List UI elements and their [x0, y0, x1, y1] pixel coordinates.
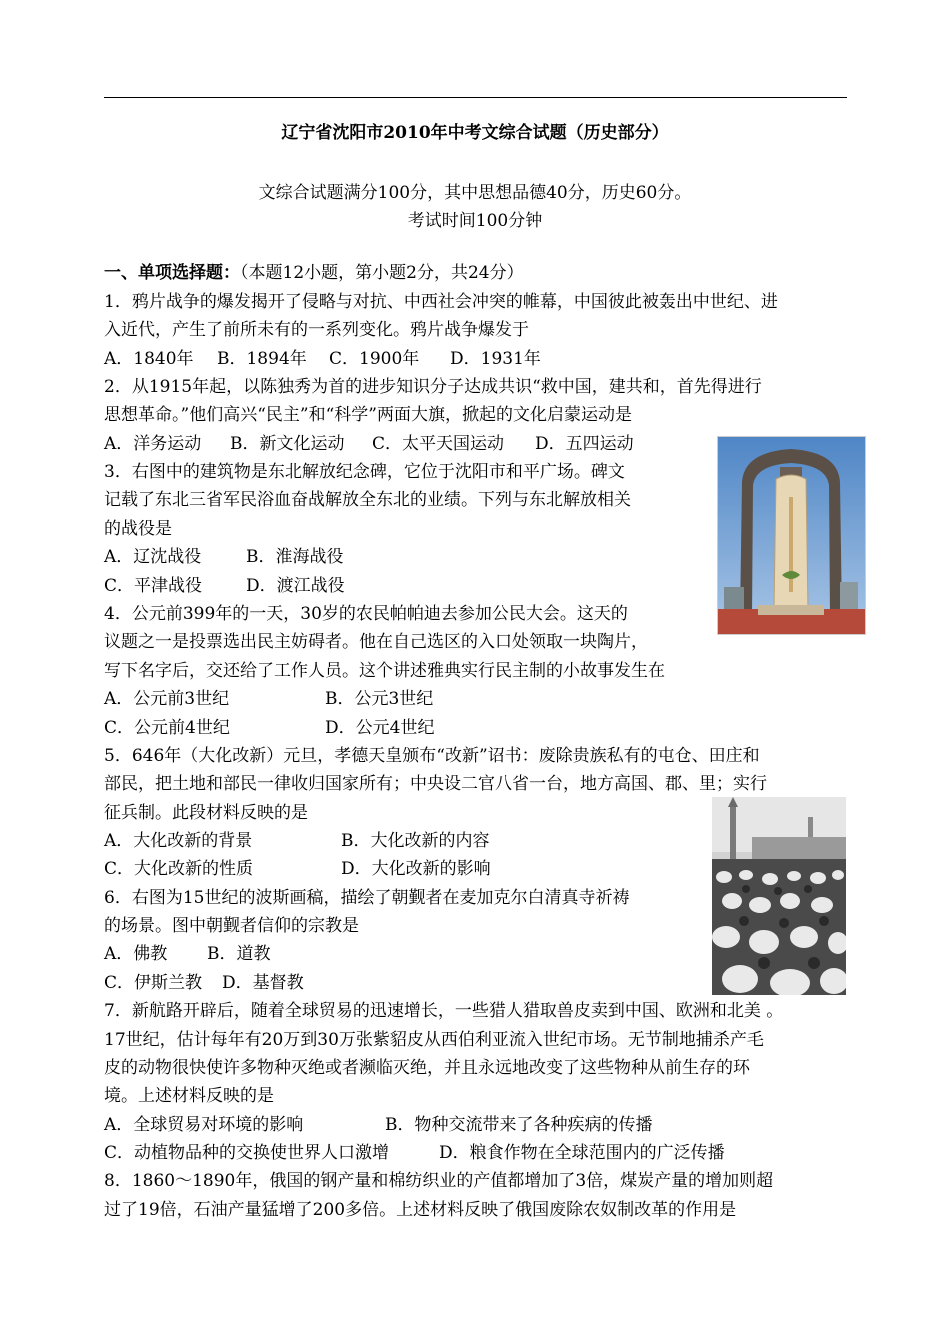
q5-option-d: D．大化改新的影响 [341, 859, 491, 879]
q4-option-b: B．公元3世纪 [325, 689, 434, 709]
pilgrims-mosque-image [712, 797, 846, 995]
q2-option-b: B．新文化运动 [230, 434, 345, 454]
q7-line-1: 7．新航路开辟后，随着全球贸易的迅速增长，一些猎人猎取兽皮卖到中国、欧洲和北美 。 [104, 1001, 784, 1021]
section-heading [104, 262, 524, 284]
q1-line-1: 1．鸦片战争的爆发揭开了侵略与对抗、中西社会冲突的帷幕，中国彼此被轰出中世纪、进 [104, 292, 778, 312]
q6-line-2: 的场景。图中朝觐者信仰的宗教是 [104, 916, 359, 936]
q3-line-2: 记载了东北三省军民浴血奋战解放全东北的业绩。下列与东北解放相关 [104, 490, 631, 510]
q5-line-2: 部民，把土地和部民一律收归国家所有；中央设二官八省一台，地方高国、郡、里；实行 [104, 774, 767, 794]
section-title: 一、单项选择题： [104, 263, 240, 283]
q2-option-c: C．太平天国运动 [372, 434, 505, 454]
q6-option-d: D．基督教 [222, 973, 304, 993]
q4-option-a: A．公元前3世纪 [104, 689, 230, 709]
q3-option-c: C．平津战役 [104, 576, 203, 596]
intro-line-1: 文综合试题满分100分，其中思想品德40分，历史60分。 [258, 183, 692, 203]
liberation-monument-image [717, 436, 866, 635]
q7-line-2: 17世纪，估计每年有20万到30万张紫貂皮从西伯利亚流入世纪市场。无节制地捕杀产毛 [104, 1030, 764, 1050]
q6-line-1: 6．右图为15世纪的波斯画稿，描绘了朝觐者在麦加克尔白清真寺祈祷 [104, 888, 630, 908]
q2-line-2: 思想革命。”他们高兴“民主”和“科学”两面大旗，掀起的文化启蒙运动是 [104, 405, 632, 425]
q1-option-d: D．1931年 [450, 349, 541, 369]
q2-line-1: 2．从1915年起，以陈独秀为首的进步知识分子达成共识“救中国，建共和，首先得进行 [104, 377, 762, 397]
q5-option-a: A．大化改新的背景 [104, 831, 253, 851]
q4-line-3: 写下名字后，交还给了工作人员。这个讲述雅典实行民主制的小故事发生在 [104, 661, 665, 681]
q3-option-b: B．淮海战役 [246, 547, 344, 567]
page-title: 辽宁省沈阳市2010年中考文综合试题（历史部分） [281, 123, 669, 143]
section-note: （本题12小题，第小题2分，共24分） [240, 263, 524, 283]
q7-line-3: 皮的动物很快使许多物种灭绝或者濒临灭绝，并且永远地改变了这些物种从前生存的环 [104, 1058, 750, 1078]
monument-illustration [718, 437, 865, 634]
header-rule [104, 97, 847, 98]
q3-line-3: 的战役是 [104, 519, 172, 539]
q4-option-c: C．公元前4世纪 [104, 718, 230, 738]
q7-option-b: B．物种交流带来了各种疾病的传播 [385, 1115, 653, 1135]
q3-line-1: 3．右图中的建筑物是东北解放纪念碑，它位于沈阳市和平广场。碑文 [104, 462, 625, 482]
q3-option-d: D．渡江战役 [246, 576, 345, 596]
q1-option-b: B．1894年 [217, 349, 307, 369]
q5-line-3: 征兵制。此段材料反映的是 [104, 803, 308, 823]
q7-option-a: A．全球贸易对环境的影响 [104, 1115, 304, 1135]
q5-line-1: 5．646年（大化改新）元旦，孝德天皇颁布“改新”诏书：废除贵族私有的屯仓、田庄和 [104, 746, 760, 766]
q8-line-1: 8．1860～1890年，俄国的钢产量和棉纺织业的产值都增加了3倍，煤炭产量的增加则超 [104, 1171, 774, 1191]
q6-option-c: C．伊斯兰教 [104, 973, 203, 993]
q7-line-4: 境。上述材料反映的是 [104, 1086, 274, 1106]
q4-line-1: 4．公元前399年的一天，30岁的农民帕帕迪去参加公民大会。这天的 [104, 604, 628, 624]
q4-option-d: D．公元4世纪 [325, 718, 435, 738]
q7-option-d: D．粮食作物在全球范围内的广泛传播 [439, 1143, 725, 1163]
q4-line-2: 议题之一是投票选出民主妨碍者。他在自己选区的入口处领取一块陶片， [104, 632, 648, 652]
q8-line-2: 过了19倍，石油产量猛增了200多倍。上述材料反映了俄国废除农奴制改革的作用是 [104, 1200, 737, 1220]
q6-option-b: B．道教 [207, 944, 271, 964]
q1-option-c: C．1900年 [329, 349, 420, 369]
q2-option-a: A．洋务运动 [104, 434, 202, 454]
q5-option-c: C．大化改新的性质 [104, 859, 254, 879]
q1-line-2: 入近代，产生了前所未有的一系列变化。鸦片战争爆发于 [104, 320, 529, 340]
q6-option-a: A．佛教 [104, 944, 168, 964]
q2-option-d: D．五四运动 [535, 434, 634, 454]
pilgrims-illustration [712, 797, 846, 995]
q7-option-c: C．动植物品种的交换使世界人口激增 [104, 1143, 390, 1163]
q3-option-a: A．辽沈战役 [104, 547, 202, 567]
intro-line-2: 考试时间100分钟 [407, 211, 543, 231]
q1-option-a: A．1840年 [104, 349, 194, 369]
q5-option-b: B．大化改新的内容 [341, 831, 490, 851]
